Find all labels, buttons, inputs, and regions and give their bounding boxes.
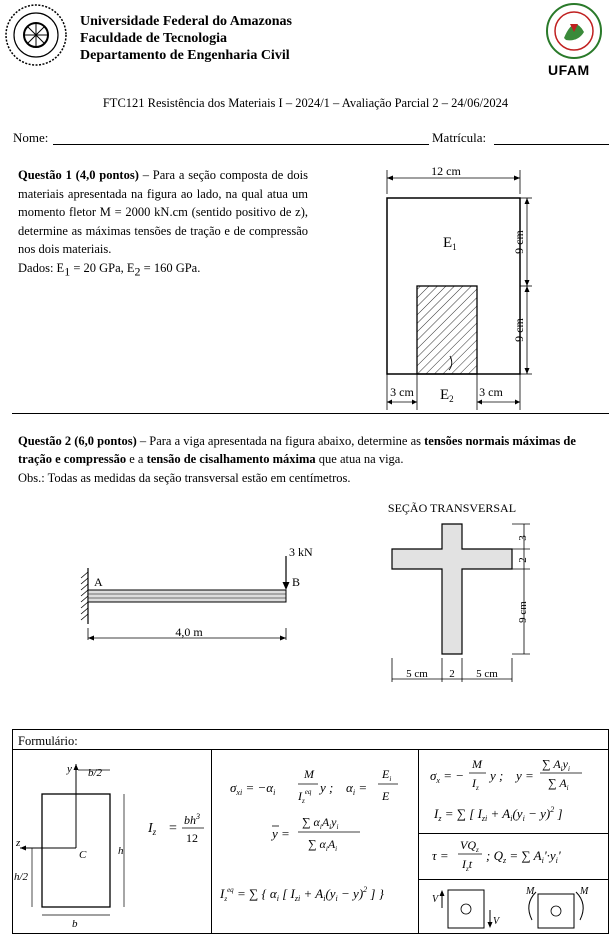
point-b-label: B (292, 575, 301, 589)
cross-section-figure (380, 498, 540, 690)
q2-obs: Obs.: Todas as medidas da seção transversal estão em centímetros. (18, 470, 351, 485)
svg-text:∑ αiAiyi: ∑ $\alpha_iA_iy_i$ (302, 815, 339, 831)
svg-text:V: V (493, 916, 500, 927)
svg-text:Izeq: $I_z^{eq}$ (298, 788, 312, 805)
iz-label: $I_z$ (148, 821, 157, 837)
matricula-label: Matrícula: (432, 130, 487, 145)
svg-text:V: V (432, 894, 439, 905)
dim-right-label: 3 cm (479, 385, 503, 399)
name-label: Nome: (13, 130, 49, 145)
h-label: h (118, 845, 124, 857)
svg-text:∑ αiAi: ∑ $\alpha_iA_i$ (308, 837, 338, 853)
faculty-name: Faculdade de Tecnologia (80, 31, 228, 46)
department-name: Departamento de Engenharia Civil (80, 48, 290, 63)
svg-text:αi =: $\alpha_i$ = (346, 780, 368, 797)
question-2: Questão 2 (6,0 pontos) – Para a viga apresentada na figura abaixo, determine as tensões normais máximas de tração e compressão e a tensão de cisalhamento máxima que atua na viga. Obs.: Todas as medidas da seção transversal estão em centímetros. (18, 432, 608, 487)
svg-text:Ei: $E_i$ (382, 767, 392, 783)
svg-text:VQz: $VQ_z$ (460, 838, 479, 854)
formulario-title: Formulário: (18, 734, 78, 748)
composite-formulas (214, 752, 416, 932)
q2-title: Questão 2 (6,0 pontos) (18, 434, 137, 448)
stress-formulas (420, 752, 608, 932)
y-axis-label: y (67, 763, 72, 775)
svg-text:M: M (472, 757, 482, 771)
exam-title: FTC121 Resistência dos Materiais I – 2024/1 – Avaliação Parcial 2 – 24/06/2024 (102, 96, 509, 110)
load-label: 3 kN (289, 545, 313, 559)
dim-2v-label: 2 (517, 557, 529, 563)
svg-text:σxi = −αi: $\sigma_{xi} = -\alpha_i$ (230, 780, 276, 797)
university-seal (4, 2, 68, 68)
bh3-label: $bh^3$ (184, 812, 200, 827)
b2-label: b/2 (88, 767, 103, 779)
svg-text:M: M (580, 886, 589, 897)
q1-title: Questão 1 (4,0 pontos) (18, 168, 139, 182)
svg-text:y ;: y ; (320, 780, 334, 795)
divider (12, 413, 609, 414)
dim-9-label: 9 cm (517, 601, 529, 623)
q1-text: – Para a seção composta de dois materiais apresentada na figura ao lado, na qual atua um momento fletor M = 2000 kN.cm (sentido positivo de z), determine as máximas tensões de tração e de compressão nos dois materiais. (18, 168, 309, 257)
z-axis-label: z (16, 837, 21, 849)
university-name: Universidade Federal do Amazonas (80, 14, 292, 29)
svg-text:; Qz = ∑ Ai'·yi': ; $Q_z$ = ∑ $A_i'\cdot y_i'$ (486, 848, 561, 865)
svg-text:σx = −: $\sigma_x$ = − (430, 768, 465, 785)
svg-text:Iz = ∑ [ Izi + Ai(yi − y)2 ]: $I_z$ = ∑ [ $I_{zi} + A_i(y_i - y)^2$ ] (434, 805, 563, 823)
matricula-field[interactable] (494, 143, 609, 145)
dim-width-label: 12 cm (431, 164, 461, 178)
q1-data: Dados: $E_1 = 20$ GPa, $E_2 = 160$ GPa. (18, 260, 201, 279)
twelve-label: 12 (186, 831, 198, 845)
svg-text:y =: y = (272, 826, 290, 841)
dim-5r-label: 5 cm (476, 668, 498, 680)
svg-text:M: M (304, 767, 314, 781)
svg-text:y ;: y ; (490, 768, 504, 783)
e1-label: $E_1$ (443, 235, 457, 252)
svg-text:∑ Ai: ∑ $A_i$ (548, 776, 569, 792)
q1-section-figure (370, 158, 570, 414)
svg-text:E: E (382, 789, 390, 803)
name-field[interactable] (53, 143, 429, 145)
dim-bottom-label: 9 cm (512, 318, 526, 342)
section-title: SEÇÃO TRANSVERSAL (387, 501, 517, 515)
dim-5l-label: 5 cm (406, 668, 428, 680)
beam-figure (75, 540, 315, 650)
b-label: b (72, 918, 78, 930)
svg-text:τ =: τ = (432, 848, 449, 863)
svg-text:M: M (526, 886, 535, 897)
svg-text:Izt: $I_zt$ (462, 857, 473, 873)
centroid-label: C (79, 849, 87, 861)
span-label: 4,0 m (175, 625, 203, 639)
ufam-logo (544, 2, 604, 60)
dim-top-label: 9 cm (512, 230, 526, 254)
dim-2h-label: 2 (449, 668, 455, 680)
svg-text:∑ Aiyi: ∑ $A_iy_i$ (542, 757, 570, 773)
ufam-brand: UFAM (548, 62, 590, 78)
question-1 (18, 166, 308, 281)
svg-text:Izeq = ∑ { αi [ Izi + Ai(yi −: $I_z^{eq}$ = ∑ { $\alpha_i$ [ $I_{zi} + A_i(y_i - y)^2$ ] } (220, 885, 384, 903)
dim-3-label: 3 (517, 535, 529, 541)
svg-text:=: = (169, 821, 177, 836)
dim-left-label: 3 cm (390, 385, 414, 399)
e2-label: $E_2$ (440, 387, 454, 404)
svg-text:y =: y = (516, 768, 534, 783)
svg-text:Iz: $I_z$ (472, 776, 479, 792)
rectangle-inertia-figure (12, 752, 212, 932)
point-a-label: A (94, 575, 103, 589)
h2-label: h/2 (14, 871, 29, 883)
